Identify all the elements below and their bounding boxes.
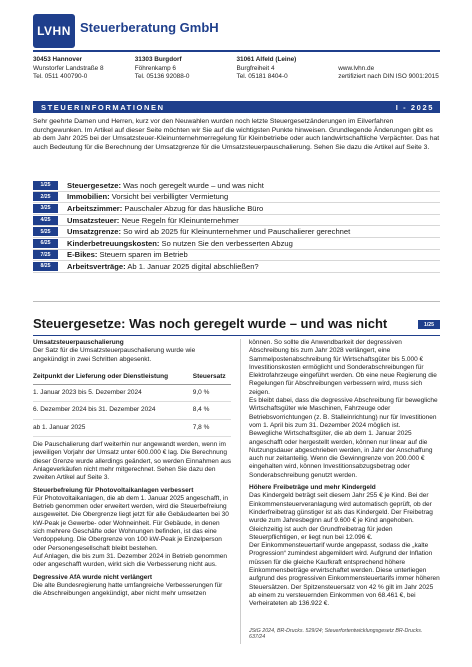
toc-number: 8/25 (33, 262, 58, 271)
office-hannover (33, 56, 135, 82)
article-column-right (249, 339, 440, 609)
toc-title: Steuergesetze: (67, 180, 122, 190)
paragraph: Bewegliche Wirtschaftsgüter, die ab dem 1. Januar 2025 angeschafft oder hergestellt werden, können nur linear auf die Nutzungsdauer abgeschrieben werden, in Jahr der Anschaffung auch nur zeitanteilig. Wenn die Gewinngrenze von 200.000 € eingehalten wird, können Investitionsabzugsbetrag oder Sonderabschreibung genutzt werden. (249, 430, 433, 479)
toc-title: Kinderbetreuungskosten: (67, 238, 160, 248)
column-header: Zeitpunkt der Lieferung oder Dienstleistung (33, 369, 187, 385)
toc-item[interactable] (33, 203, 440, 215)
table-of-contents (33, 180, 440, 273)
office-phone: Tel. 0511 400790-0 (33, 73, 88, 81)
office-addresses (33, 56, 440, 82)
toc-item[interactable] (33, 238, 440, 250)
paragraph: Der Satz für die Umsatzsteuerpauschalierung wurde wie angekündigt in zwei Schritten abgesenkt. (33, 347, 196, 363)
source-footnote: JStG 2024, BR-Drucks. 529/24; Steuerfortentwicklungsgesetz BR-Drucks. 637/24 (249, 628, 423, 640)
office-phone: Tel. 05181 8404-0 (236, 73, 288, 81)
subheading: Umsatzsteuerpauschalierung (33, 339, 124, 346)
article-column-left (33, 339, 231, 598)
column-divider (240, 339, 241, 644)
table-header-row (33, 369, 231, 385)
table-cell: 1. Januar 2023 bis 5. Dezember 2024 (33, 385, 187, 402)
column-header: Steuersatz (187, 369, 231, 385)
toc-number: 6/25 (33, 239, 58, 248)
toc-item[interactable] (33, 215, 440, 227)
toc-title: Immobilien: (67, 192, 110, 202)
banner-title: STEUERINFORMATIONEN (41, 102, 165, 112)
intro-text: Sehr geehrte Damen und Herren, kurz vor den Neuwahlen wurden noch letzte Steuergesetzänderungen im Eilverfahren durchgewunken. Im Artikel auf dieser Seite möchten wir Sie auf die wichtigsten Punkte hinweisen. Grundlegende Änderungen gibt es ab dem Jahr 2025 bei der Umsatzsteuer-Kleinunternehmerregelung für Kleinbetriebe oder auch landwirtschaftliche Verpächter. Das hat auch Bedeutung für die Berechnung der Umsatzgrenze für die Umsatzsteuerpauschalierung. Sehen Sie dazu die Artikel auf Seite 3. (33, 118, 440, 152)
subheading: Höhere Freibeträge und mehr Kindergeld (249, 484, 376, 492)
section-banner (33, 101, 440, 113)
toc-number: 7/25 (33, 250, 58, 259)
toc-number: 4/25 (33, 216, 58, 225)
company-logo (33, 14, 75, 48)
paragraph: Das Kindergeld beträgt seit diesem Jahr 255 € je Kind. Bei der Einkommensteuerveranlagung wird automatisch geprüft, ob der Kinderfreibetrag günstiger ist als das Kindergeld. Der Freibetrag wurde zum Jahresbeginn auf 9.600 € je Kind angehoben. Gleichzeitig ist auch der Grundfreibetrag für jeden Steuerpflichtigen, er liegt nun bei 12.096 €. (249, 492, 433, 541)
office-street: Föhrenkamp 6 (134, 64, 176, 72)
paragraph: Auf Anlagen, die bis zum 31. Dezember 2024 in Betrieb genommen oder angeschafft wurden, wirkt sich die Verbesserung nicht aus. (33, 552, 228, 569)
subheading: Steuerbefreiung für Photovoltaikanlagen verbessert (33, 486, 194, 494)
toc-title: Arbeitszimmer: (67, 203, 123, 213)
toc-title: E-Bikes: (67, 250, 98, 260)
subheading: Degressive AfA wurde nicht verlängert (33, 573, 153, 581)
toc-subtitle: Ab 1. Januar 2025 digital abschließen? (125, 261, 259, 271)
office-alfeld (237, 56, 339, 82)
toc-title: Umsatzgrenze: (67, 227, 122, 237)
table-cell: ab 1. Januar 2025 (33, 419, 187, 436)
toc-item[interactable] (33, 180, 440, 192)
article-title (33, 316, 413, 331)
toc-number: 1/25 (33, 181, 58, 190)
article-title-bold: Steuergesetze: (33, 316, 126, 331)
toc-item[interactable] (33, 192, 440, 204)
toc-number: 5/25 (33, 227, 58, 236)
toc-subtitle: Neue Regeln für Kleinunternehmer (119, 215, 239, 225)
table-row (33, 419, 231, 436)
certification: zertifiziert nach DIN ISO 9001:2015 (338, 73, 439, 81)
divider (33, 301, 440, 302)
company-web (338, 56, 440, 82)
toc-item[interactable] (33, 226, 440, 238)
office-burgdorf (135, 56, 237, 82)
paragraph: Die Pauschalierung darf weiterhin nur angewandt werden, wenn im jeweiligen Vorjahr der Umsatz unter 600.000 € lag. Die Berechnung dieser Grenze wurde allerdings geändert, so werden Einnahmen aus Anlageverkäufen nicht mehr mitgerechnet. Sehen Sie dazu den zweiten Artikel auf Seite 3. (33, 441, 232, 482)
paragraph: Die alte Bundesregierung hatte umfangreiche Verbesserungen für die Abschreibungen angekündigt, aber nicht mehr umsetzen (33, 581, 223, 598)
toc-number: 3/25 (33, 204, 58, 213)
article-title-rest: Was noch geregelt wurde – und was nicht (125, 316, 388, 331)
toc-title: Arbeitsverträge: (67, 261, 126, 271)
table-cell: 6. Dezember 2024 bis 31. Dezember 2024 (33, 402, 187, 419)
toc-item[interactable] (33, 261, 440, 273)
toc-number: 2/25 (33, 192, 58, 201)
toc-item[interactable] (33, 250, 440, 262)
office-street: Wunstorfer Landstraße 8 (33, 64, 104, 72)
table-cell: 7,8 % (187, 419, 231, 436)
banner-issue: I - 2025 (395, 102, 434, 112)
logo-text: LVHN (37, 24, 71, 38)
website-link[interactable]: www.lvhn.de (338, 64, 375, 72)
toc-title: Umsatzsteuer: (67, 215, 120, 225)
office-city (338, 56, 440, 65)
office-city: 30453 Hannover (33, 56, 83, 63)
header-rule (33, 50, 440, 52)
table-cell: 8,4 % (187, 402, 231, 419)
divider (33, 335, 440, 336)
toc-subtitle: So wird ab 2025 für Kleinunternehmer und Pauschalierer gerechnet (121, 227, 351, 237)
brand-name: Steuerberatung GmbH (80, 20, 219, 35)
table-row (33, 385, 231, 402)
paragraph: Es bleibt dabei, dass die degressive Abschreibung für bewegliche Wirtschaftsgüter wie Maschinen, Fahrzeuge oder Betriebsvorrichtungen (z. B. Stalleinrichtung) nur für Investitionen vom 1. April bis zum 31. Dezember 2024 möglich ist. (249, 397, 438, 429)
tax-rate-table (33, 369, 231, 437)
toc-subtitle: Was noch geregelt wurde – und was nicht (121, 180, 264, 190)
office-phone: Tel. 05136 92088-0 (134, 73, 190, 81)
office-city: 31303 Burgdorf (134, 56, 182, 63)
office-street: Burgfreiheit 4 (236, 64, 275, 72)
paragraph: Für Photovoltaikanlagen, die ab dem 1. Januar 2025 angeschafft, in Betrieb genommen oder erweitert werden, wird die Steuerbefreiung ausgeweitet. Die Obergrenze liegt jetzt für alle Gebäudearten bei 30 kW-Peak je Gewerbe- oder Wohneinheit. Für Gebäude, in denen sich mehrere Geschäfte oder Wohnungen befinden, ist das eine Verdoppelung. Die Obergrenze von 100 kW-Peak je Einzelperson oder Personengesellschaft bleibt bestehen. (33, 494, 229, 552)
paragraph: Der Einkommensteuertarif wurde angepasst, sodass die „kalte Progression“ zumindest abgemildert wird. Aufgrund der Inflation müssen für die gleiche Kaufkraft entsprechend höhere Einkommensbeträge erwirtschaftet werden. Diese unterliegen aufgrund des progressiven Einkommensteuertarifs immer höheren Steuersätzen. Der Spitzensteuersatz von 42 % gilt im Jahr 2025 ab einem zu versteuernden Einkommen von 68.461 €, bei Verheirateten ab 136.922 €. (249, 542, 440, 608)
table-cell: 9,0 % (187, 385, 231, 402)
toc-subtitle: Pauschaler Abzug für das häusliche Büro (122, 203, 264, 213)
paragraph: können. So sollte die Anwendbarkeit der degressiven Abschreibung bis zum Jahr 2028 verlängert, eine Sammelpostenabschreibung für Wirtschaftsgüter bis 5.000 € Investitionskosten ermöglicht und Sonderabschreibungen für Elektrofahrzeuge eingeführt werden. Ob eine neue Regierung die Regelungen für Abschreibungen verbessern wird, muss sich zeigen. (249, 339, 437, 396)
toc-subtitle: Steuern sparen im Betrieb (97, 250, 188, 260)
article-number-badge: 1/25 (418, 320, 440, 329)
table-row (33, 402, 231, 419)
toc-subtitle: So nutzen Sie den verbesserten Abzug (159, 238, 293, 248)
office-city: 31061 Alfeld (Leine) (236, 56, 297, 63)
toc-subtitle: Vorsicht bei verbilligter Vermietung (109, 192, 229, 202)
